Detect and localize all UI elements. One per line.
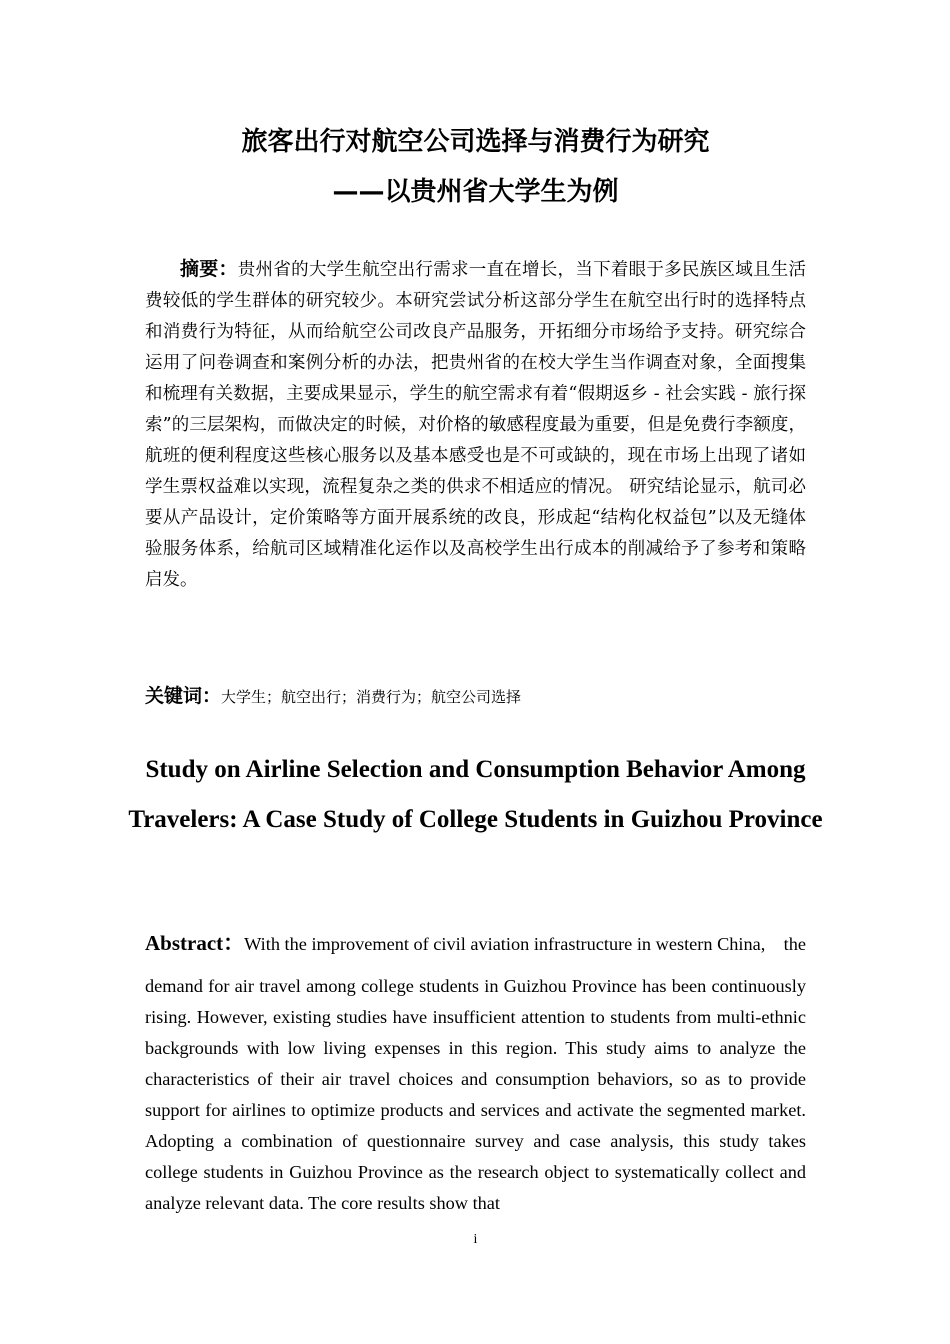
english-abstract-first-line-text: With the improvement of civil aviation infrastructure in western China, <box>244 934 766 954</box>
english-abstract <box>145 928 806 1219</box>
chinese-title-line-1: 旅客出行对航空公司选择与消费行为研究 <box>241 127 710 157</box>
page-number: i <box>473 1232 478 1247</box>
chinese-title-line-2: ——以贵州省大学生为例 <box>332 177 619 207</box>
english-abstract-label: Abstract： <box>145 931 245 955</box>
paper-page <box>128 0 823 1344</box>
chinese-abstract <box>145 254 806 596</box>
chinese-keywords-value: 大学生；航空出行；消费行为；航空公司选择 <box>221 688 522 706</box>
chinese-keywords-label: 关键词： <box>145 685 222 707</box>
english-title: Study on Airline Selection and Consumption Behavior Among Travelers: A Case Study of College Students in Guizhou Province <box>128 756 823 833</box>
chinese-abstract-text: 贵州省的大学生航空出行需求一直在增长，当下着眼于多民族区域且生活费较低的学生群体的研究较少。本研究尝试分析这部分学生在航空出行时的选择特点和消费行为特征，从而给航空公司改良产品服务，开拓细分市场给予支持。研究综合运用了问卷调查和案例分析的办法，把贵州省的在校大学生当作调查对象，全面搜集和梳理有关数据，主要成果显示，学生的航空需求有着“假期返乡 - 社会实践 - 旅行探索”的三层架构，而做决定的时候，对价格的敏感程度最为重要，但是免费行李额度，航班的便利程度这些核心服务以及基本感受也是不可或缺的，现在市场上出现了诸如学生票权益难以实现，流程复杂之类的供求不相适应的情况。 研究结论显示，航司必要从产品设计，定价策略等方面开展系统的改良，形成起“结构化权益包”以及无缝体验服务体系，给航司区域精准化运作以及高校学生出行成本的削减给予了参考和策略启发。 <box>145 260 806 590</box>
chinese-keywords <box>145 683 806 710</box>
chinese-abstract-label: 摘要： <box>180 258 238 280</box>
english-abstract-text: the demand for air travel among college students in Guizhou Province has been continuously rising. However, existing studies have insufficient attention to students from multi-ethnic backgrounds with low living expenses in this region. This study aims to analyze the characteristics of their air travel choices and consumption behaviors, so as to provide support for airlines to optimize products and services and activate the segmented market. Adopting a combination of questionnaire survey and case analysis, this study takes college students in Guizhou Province as the research object to systematically collect and analyze relevant data. The core results show that <box>145 934 806 1213</box>
english-abstract-first-line <box>145 928 765 960</box>
